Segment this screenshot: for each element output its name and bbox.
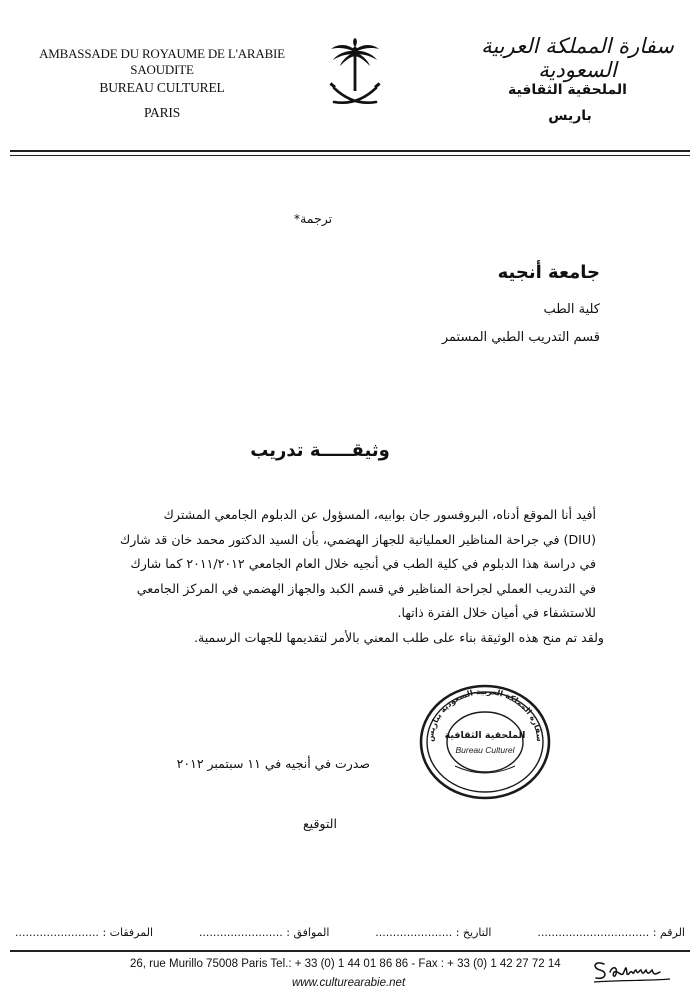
date-field: التاريخ : ......................: [375, 926, 492, 939]
signature-label: التوقيع: [303, 816, 337, 831]
body-line-1: أفيد أنا الموقع أدناه، البروفسور جان بوابيه، المسؤول عن الدبلوم الجامعي المشترك: [163, 507, 596, 522]
translation-mark: ترجمة*: [293, 211, 333, 226]
body-line-2: (DIU) في جراحة المناظير العملياتية للجهاز الهضمي، بأن السيد الدكتور محمد خان قد شارك: [119, 531, 596, 547]
header-ar-city: باريس: [548, 108, 592, 124]
body-line-4: في التدريب العملي لجراحة المناظير في قسم الكبد والجهاز الهضمي في المركز الجامعي: [136, 580, 596, 596]
recipient-department: قسم التدريب الطبي المستمر: [441, 330, 600, 345]
header-ar-office: الملحقية الثقافية: [508, 82, 627, 98]
body-line-5: للاستشفاء في أميان خلال الفترة ذاتها.: [397, 605, 596, 620]
body-line-6: ولقد تم منح هذه الوثيقة بناء على طلب المعني بالأمر لتقديمها للجهات الرسمية.: [194, 629, 604, 645]
recipient-university: جامعة أنجيه: [497, 262, 600, 283]
footer-website: www.culturearabie.net: [292, 977, 406, 989]
header-fr-line1: AMBASSADE DU ROYAUME DE L'ARABIE SAOUDITE: [39, 46, 285, 77]
body-line-3: في دراسة هذا الدبلوم في كلية الطب في أنجيه خلال العام الجامعي ٢٠١١/٢٠١٢ كما شارك: [130, 556, 596, 571]
recipient-faculty: كلية الطب: [543, 302, 600, 317]
header-divider: [10, 150, 690, 152]
stamp-outer-text: سفارة المملكة العربية السعودية بباريس: [425, 686, 545, 743]
footer-fields: [15, 926, 685, 939]
ref-label: الرقم :: [652, 926, 685, 939]
attachments-field: المرفقات : ........................: [15, 926, 154, 939]
attachments-label: المرفقات :: [102, 926, 154, 939]
header-fr-line2: BUREAU CULTUREL: [99, 80, 225, 95]
ref-field: الرقم : ................................: [537, 926, 685, 939]
saudi-emblem-icon: [325, 38, 385, 118]
corresponding-field: الموافق : ........................: [198, 926, 330, 939]
issued-line: صدرت في أنجيه في ١١ سبتمبر ٢٠١٢: [176, 756, 370, 771]
cultural-office-stamp: [415, 680, 555, 800]
footer-divider: [10, 950, 690, 952]
translator-signature: [590, 954, 676, 986]
body-paragraph: [90, 503, 604, 650]
corresponding-label: الموافق :: [286, 926, 330, 939]
header-divider-thin: [10, 155, 690, 156]
date-label: التاريخ :: [455, 926, 492, 939]
footer-address: 26, rue Murillo 75008 Paris Tel.: + 33 (0) 1 44 01 86 86 - Fax : + 33 (0) 1 42 27 72 14: [130, 958, 561, 970]
stamp-inner-line2: Bureau Culturel: [455, 745, 515, 755]
stamp-inner-line1: الملحقية الثقافية: [444, 730, 526, 741]
header-ar-embassy: سفارة المملكة العربية السعودية: [481, 34, 674, 82]
header-fr-line3: PARIS: [143, 105, 181, 120]
document-title: وثيقـــــة تدريب: [250, 440, 390, 461]
